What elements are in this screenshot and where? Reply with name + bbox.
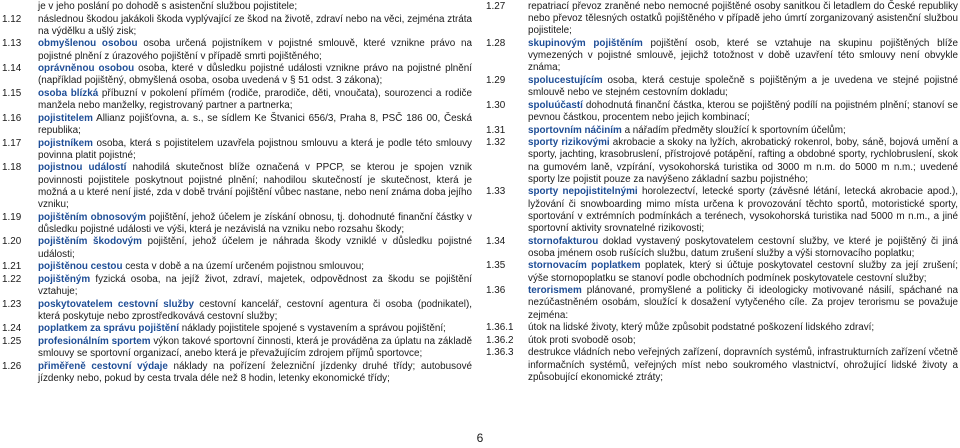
entry-text [528, 186, 958, 235]
entry-term: sporty rizikovými [528, 137, 610, 149]
definition-entry [2, 88, 472, 112]
definition-entry [486, 125, 958, 137]
entry-number: 1.16 [2, 112, 22, 124]
entry-number: 1.17 [2, 137, 22, 149]
entry-text [38, 361, 472, 385]
definition-entry [2, 236, 472, 260]
entry-text [528, 38, 958, 75]
entry-text [38, 63, 472, 87]
definition-entry [2, 323, 472, 335]
definition-entry [486, 335, 958, 347]
definition-entry [486, 137, 958, 186]
definition-entry [2, 261, 472, 273]
definition-entry [486, 260, 958, 284]
entry-number: 1.29 [486, 75, 506, 86]
entry-text [38, 299, 472, 323]
entry-number: 1.36.3 [486, 347, 514, 359]
entry-text [38, 1, 472, 13]
entry-text [528, 347, 958, 384]
entry-text [528, 285, 958, 322]
definition-entry [486, 186, 958, 235]
definition-entry [2, 1, 472, 13]
entry-term: pojištěním škodovým [38, 236, 142, 248]
entry-term: poskytovatelem cestovní služby [38, 298, 195, 310]
entry-text [38, 88, 472, 112]
entry-number: 1.22 [2, 273, 22, 285]
entry-body: náklady pojistitele spojené s vystavením a správou pojištění; [179, 323, 446, 335]
entry-number: 1.15 [2, 87, 22, 99]
definition-entry [486, 236, 958, 260]
entry-text [528, 335, 958, 347]
definition-entry [486, 322, 958, 334]
entry-number: 1.25 [2, 335, 22, 347]
entry-term: přiměřeně cestovní výdaje [38, 360, 168, 372]
definition-entry [486, 285, 958, 322]
entry-number: 1.36.1 [486, 322, 514, 334]
entry-text [528, 100, 958, 124]
entry-term: pojištěním obnosovým [38, 211, 146, 223]
entry-term: oprávněnou osobou [38, 63, 135, 75]
entry-body: horolezectví, letecké sporty (závěsné létání, letecká akrobacie apod.), lyžování či snowboarding mimo místa určena k provozování těchto sportů, motoristické sporty, sportování v extrémních podmínkách a terénech, vysokohorská turistika nad 5000 m n.m., a jiné sportovní aktivity srovnatelné rizikovosti; [528, 186, 958, 234]
entry-term: pojistníkem [38, 137, 93, 149]
entry-body: je v jeho poslání po dohodě s asistenční službou pojistitele; [38, 1, 298, 12]
entry-body: nahodilá skutečnost blíže označená v PPCP, se kterou je spojen vznik povinnosti pojistitele poskytnout pojistné plnění; nahodilou skutečností je skutečnost, která je možná a u které není jisté, zda v době trvání pojištění vůbec nastane, nebo není známa doba jejího vzniku; [38, 162, 472, 210]
entry-number: 1.34 [486, 235, 506, 247]
entry-text [38, 236, 472, 260]
definition-entry [2, 113, 472, 137]
entry-number: 1.20 [2, 236, 22, 248]
entry-number: 1.35 [486, 260, 506, 272]
entry-text [38, 113, 472, 137]
entry-text [528, 260, 958, 284]
entry-text [528, 125, 958, 137]
entry-term: pojištěným [38, 273, 91, 285]
definition-entry [486, 347, 958, 384]
entry-number: 1.31 [486, 124, 506, 136]
definition-entry [2, 361, 472, 385]
page-number: 6 [476, 431, 484, 445]
entry-text [38, 323, 472, 335]
entry-text [38, 138, 472, 162]
entry-body: plánované, promyšlené a politicky či ideologicky motivované násilí, spáchané na nezúčastněném osobám, sloužící k dosažení vytyčeného cíle. Za projev terorismu se považuje zejména: [528, 285, 958, 321]
definition-entry [2, 38, 472, 62]
entry-body: dohodnutá finanční částka, kterou se pojištěný podílí na pojistném plnění; stanoví se pevnou částkou, procentem nebo jejich kombinací; [528, 99, 958, 123]
entry-text [38, 38, 472, 62]
entry-body: útok na lidské životy, který může způsobit podstatné poškození lidského zdraví; [528, 322, 875, 334]
entry-number: 1.24 [2, 323, 22, 335]
entry-body: následnou škodou jakákoli škoda vyplývající ze škod na životě, zdraví nebo na věci, zejména ztráta na výdělku a ušlý zisk; [38, 13, 472, 37]
entry-number: 1.27 [486, 1, 506, 12]
entry-number: 1.30 [486, 99, 506, 111]
right-column [486, 1, 958, 384]
definition-entry [486, 38, 958, 75]
entry-term: sportovním náčiním [528, 124, 622, 136]
entry-body: pojištění, jehož účelem je náhrada škody vzniklé v důsledku pojistné události; [38, 236, 473, 260]
entry-term: profesionálním sportem [38, 335, 151, 347]
definition-entry [2, 212, 472, 236]
entry-body: poplatek, který si účtuje poskytovatel cestovní služby za její zrušení; výše stornopoplatku se stanoví podle obchodních podmínek poskytovatele cestovní služby; [528, 260, 958, 284]
entry-term: terorismem [528, 285, 582, 297]
entry-body: doklad vystavený poskytovatelem cestovní služby, ve které je pojištěný či jiná osoba jménem osob rušících službu, datum zrušení služby a výši stornovacího poplatku; [528, 235, 958, 259]
entry-body: útok proti svobodě osob; [528, 334, 636, 346]
entry-number: 1.21 [2, 261, 22, 273]
entry-text [38, 212, 472, 236]
entry-text [38, 274, 472, 298]
definition-entry [2, 274, 472, 298]
entry-term: stornovacím poplatkem [528, 260, 641, 272]
entry-body: a nářadím předměty sloužící k sportovním účelům; [621, 124, 846, 136]
entry-number: 1.18 [2, 162, 22, 174]
entry-body: cesta v době a na území určeném pojistnou smlouvou; [122, 261, 365, 273]
entry-term: sporty nepojistitelnými [528, 186, 638, 198]
entry-body: fyzická osoba, na jejíž život, zdraví, majetek, odpovědnost za škodu se pojištění vztahuje; [38, 273, 472, 297]
entry-body: osoba, která cestuje společně s pojištěným a je uvedena ve stejné pojistné smlouvě nebo ve stejném cestovním dokladu; [528, 75, 958, 99]
entry-text [38, 261, 472, 273]
definition-entry [2, 162, 472, 211]
entry-body: pojištění, jehož účelem je získání obnosu, tj. dohodnuté finanční částky v důsledku pojistné události ve výši, která je nezávislá na vzniku nebo rozsahu škody; [38, 211, 472, 235]
entry-body: akrobacie a skoky na lyžích, akrobatický rokenrol, boby, sáně, bojová umění a sporty, jachting, krasobruslení, přístrojové potápění, rafting a obdobné sporty, rychlobruslení, skok na gumovém laně, vzpírání, vysokohorská turistika od 3000 m n.m. do 5000 m n.m.; uvedené sporty lze pojistit pouze za navýšeno základní sazbu pojistného; [528, 137, 958, 185]
entry-term: obmyšlenou osobou [38, 38, 138, 50]
entry-number: 1.12 [2, 13, 22, 25]
entry-text [528, 1, 958, 38]
entry-number: 1.26 [2, 360, 22, 372]
entry-number: 1.32 [486, 137, 506, 149]
entry-text [528, 236, 958, 260]
entry-number: 1.36.2 [486, 334, 514, 346]
entry-body: osoba, které v důsledku pojistné události vznikne právo na pojistné plnění (například pojištěný, obmyšlená osoba, osoba uvedená v § 51 odst. 3 zákona); [38, 63, 472, 87]
entry-number: 1.13 [2, 38, 22, 50]
definition-entry [2, 299, 472, 323]
entry-number: 1.23 [2, 298, 22, 310]
definition-entry [2, 14, 472, 38]
entry-body: osoba určená pojistníkem v pojistné smlouvě, které vznikne právo na pojistné plnění z úrazového pojištění v případě smrti pojištěného; [38, 38, 472, 62]
entry-number: 1.14 [2, 63, 22, 75]
entry-body: pojištění osob, které se vztahuje na skupinu pojištěných blíže vymezených v pojistné smlouvě, jejichž totožnost v době uzavření této smlouvy není obvykle známa; [528, 38, 958, 74]
entry-body: výkon takové sportovní činnosti, která je prováděna za úplatu na základě smlouvy se sportovní organizací, anebo která je převažujícím zdrojem příjmů sportovce; [38, 335, 472, 360]
entry-body: repatriací převoz zraněné nebo nemocné pojištěné osoby sanitkou či letadlem do České republiky nebo převoz tělesných ostatků pojištěného v případě jeho úmrtí zorganizovaný asistenční službou pojistitele; [528, 1, 958, 37]
entry-text [528, 75, 958, 99]
entry-body: destrukce vládních nebo veřejných zařízení, dopravních systémů, infrastrukturních zařízení včetně informačních systémů, veřejných míst nebo soukromého vlastnictví, ohrožující lidské životy a způsobující ekonomické ztráty; [528, 347, 958, 383]
entry-term: poplatkem za správu pojištění [38, 323, 180, 335]
entry-text [528, 322, 958, 334]
definition-entry [486, 100, 958, 124]
definition-entry [2, 336, 472, 360]
entry-body: cestovní kancelář, cestovní agentura či osoba (podnikatel), která poskytuje nebo zprostředkovává cestovní služby; [38, 298, 472, 322]
entry-text [38, 14, 472, 38]
entry-term: pojištěnou cestou [38, 261, 123, 273]
definition-entry [486, 1, 958, 38]
definition-entry [2, 63, 472, 87]
entry-text [528, 137, 958, 186]
entry-body: náklady na pořízení železniční jízdenky druhé třídy; autobusové jízdenky nebo, pokud by cesta trvala déle než 8 hodin, letenky ekonomické třídy; [38, 360, 472, 384]
entry-term: stornofakturou [528, 235, 599, 247]
entry-term: pojistitelem [38, 112, 93, 124]
entry-body: Allianz pojišťovna, a. s., se sídlem Ke Štvanici 656/3, Praha 8, PSČ 186 00, Česká republika; [38, 112, 472, 136]
definition-entry [486, 75, 958, 99]
entry-text [38, 336, 472, 360]
entry-term: osoba blízká [38, 87, 99, 99]
entry-term: spolucestujícím [528, 75, 603, 86]
entry-body: příbuzní v pokolení přímém (rodiče, prarodiče, děti, vnoučata), sourozenci a rodiče manžela nebo manželky, registrovaný partner a partnerka; [38, 87, 472, 112]
left-column [2, 1, 472, 386]
entry-number: 1.36 [486, 285, 506, 297]
entry-term: spoluúčastí [528, 99, 583, 111]
entry-term: pojistnou událostí [38, 162, 127, 174]
entry-number: 1.19 [2, 211, 22, 223]
entry-number: 1.33 [486, 186, 506, 198]
entry-term: skupinovým pojištěním [528, 38, 643, 49]
entry-number: 1.28 [486, 38, 506, 49]
definition-entry [2, 138, 472, 162]
entry-text [38, 162, 472, 211]
entry-body: osoba, která s pojistitelem uzavřela pojistnou smlouvu a která je podle této smlouvy povinna platit pojistné; [38, 137, 472, 161]
